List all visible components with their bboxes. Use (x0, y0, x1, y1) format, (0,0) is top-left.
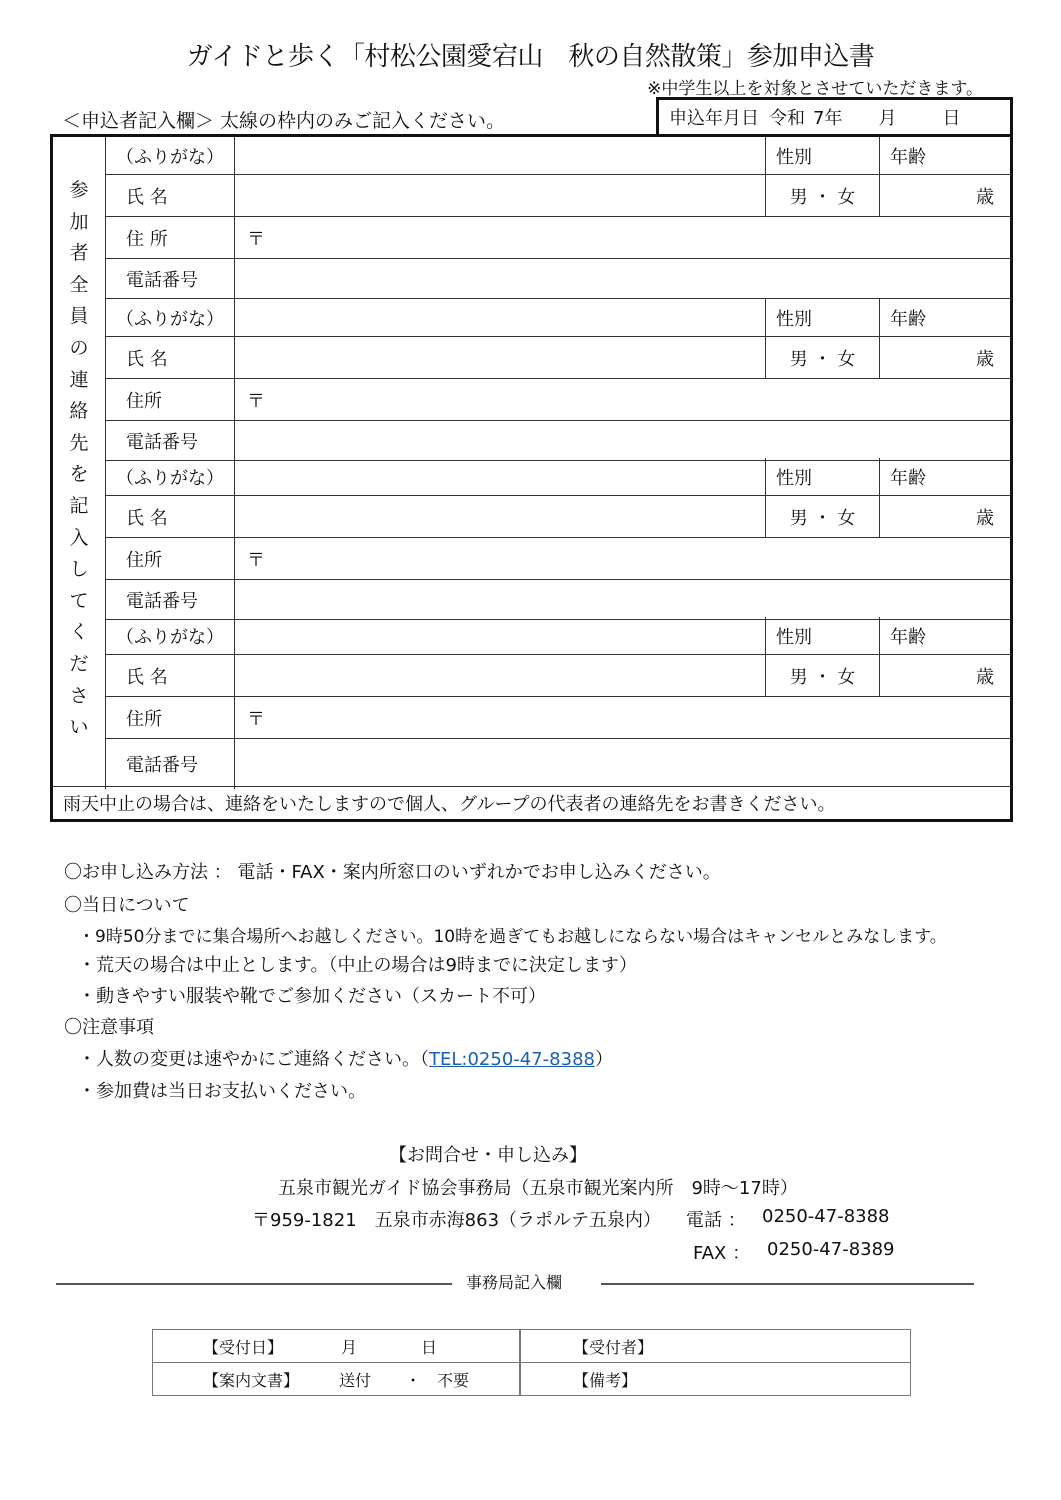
contact-phone-label: 電話 ： (686, 1210, 746, 1231)
address-input[interactable]: 〒 (247, 549, 265, 571)
side-instruction-char: の (69, 336, 89, 359)
office-row (153, 1363, 910, 1395)
office-use-table (152, 1329, 911, 1396)
rain-cancellation-note: 雨天中止の場合は、連絡をいたしますので個人、グループの代表者の連絡先をお書きください。 (53, 786, 1010, 819)
side-instruction-char: 員 (69, 305, 89, 328)
phone-row (105, 580, 1010, 620)
furigana-input[interactable] (235, 458, 766, 495)
name-row (105, 496, 1010, 538)
name-label: 氏 名 (105, 175, 235, 216)
furigana-input[interactable] (235, 137, 766, 174)
address-label: 住所 (105, 379, 235, 420)
address-label: 住 所 (105, 217, 235, 258)
gender-options[interactable]: 男 ・ 女 (766, 337, 880, 378)
side-instruction-char: 先 (69, 431, 89, 454)
gender-header: 性別 (766, 617, 880, 654)
phone-link[interactable]: TEL:0250-47-8388 (429, 1049, 595, 1070)
column-divider (519, 1330, 521, 1362)
contact-organization: 五泉市観光ガイド協会事務局（五泉市観光案内所 9時～17時） (278, 1178, 798, 1199)
furigana-row (105, 137, 1010, 175)
phone-label: 電話番号 (105, 580, 235, 619)
name-label: 氏 名 (105, 337, 235, 378)
guide-document-label: 【案内文書】 (203, 1370, 300, 1390)
phone-row (105, 739, 1010, 789)
name-row (105, 175, 1010, 217)
application-date-box (656, 97, 1013, 134)
notes-item: ・参加費は当日お支払いください。 (78, 1081, 366, 1102)
side-instruction-char: 絡 (69, 400, 89, 423)
side-instruction-char: 全 (69, 273, 89, 296)
guide-doc-separator: ・ (405, 1370, 422, 1390)
name-input[interactable] (235, 337, 766, 378)
phone-input[interactable] (235, 580, 1010, 619)
side-instruction-char: い (69, 716, 89, 739)
receiver-label: 【受付者】 (573, 1337, 654, 1357)
notes-heading: 〇注意事項 (64, 1017, 154, 1038)
office-row (153, 1330, 910, 1363)
name-label: 氏 名 (105, 655, 235, 696)
age-input[interactable]: 歳 (976, 186, 994, 208)
name-row (105, 655, 1010, 697)
age-header: 年齢 (890, 467, 926, 489)
received-month[interactable]: 月 (341, 1337, 358, 1357)
contact-fax-label: FAX ： (693, 1243, 751, 1264)
address-row (105, 697, 1010, 739)
age-input[interactable]: 歳 (976, 507, 994, 529)
phone-input[interactable] (235, 259, 1010, 298)
address-input[interactable]: 〒 (247, 228, 265, 250)
side-instruction-char: さ (69, 684, 89, 707)
page-title: ガイドと歩く「村松公園愛宕山 秋の自然散策」参加申込書 (186, 42, 875, 72)
side-instruction-char: て (69, 589, 89, 612)
address-label: 住所 (105, 697, 235, 738)
age-header: 年齢 (890, 308, 926, 330)
furigana-input[interactable] (235, 617, 766, 654)
guide-doc-unneeded-option[interactable]: 不要 (437, 1370, 470, 1390)
age-header: 年齢 (890, 146, 926, 168)
name-label: 氏 名 (105, 496, 235, 537)
name-input[interactable] (235, 496, 766, 537)
furigana-row (105, 299, 1010, 337)
age-header: 年齢 (890, 626, 926, 648)
guide-doc-send-option[interactable]: 送付 (339, 1370, 372, 1390)
address-row (105, 538, 1010, 580)
phone-row (105, 259, 1010, 299)
age-input[interactable]: 歳 (976, 666, 994, 688)
gender-header: 性別 (766, 299, 880, 336)
application-date-label: 申込年月日 (669, 108, 759, 129)
furigana-label: （ふりがな） (105, 299, 235, 336)
side-instruction-char: 入 (69, 526, 89, 549)
gender-options[interactable]: 男 ・ 女 (766, 175, 880, 216)
day-of-heading: 〇当日について (64, 895, 190, 916)
divider-line (601, 1283, 974, 1285)
phone-row (105, 421, 1010, 461)
remarks-label: 【備考】 (573, 1370, 638, 1390)
era-label: 令和 (769, 108, 805, 129)
furigana-label: （ふりがな） (105, 617, 235, 654)
name-input[interactable] (235, 175, 766, 216)
day-of-item: ・9時50分までに集合場所へお越しください。10時を過ぎてもお越しにならない場合はキャンセルとみなします。 (78, 927, 947, 947)
address-label: 住所 (105, 538, 235, 579)
furigana-row (105, 617, 1010, 655)
side-instruction-char: を (69, 463, 89, 486)
phone-label: 電話番号 (105, 739, 235, 789)
furigana-label: （ふりがな） (105, 458, 235, 495)
address-row (105, 217, 1010, 259)
notes-item-text: ・人数の変更は速やかにご連絡ください。（ (78, 1049, 429, 1070)
side-instruction-char: 連 (69, 368, 89, 391)
address-input[interactable]: 〒 (247, 390, 265, 412)
contact-heading: 【お問合せ・申し込み】 (389, 1145, 587, 1166)
furigana-row (105, 458, 1010, 496)
applicant-section-label: ＜申込者記入欄＞ 太線の枠内のみご記入ください。 (62, 110, 506, 132)
target-audience-note: ※中学生以上を対象とさせていただきます。 (647, 79, 983, 99)
phone-input[interactable] (235, 421, 1010, 460)
participants-table (50, 134, 1013, 822)
received-day[interactable]: 日 (421, 1337, 438, 1357)
day-of-item: ・動きやすい服装や靴でご参加ください（スカート不可） (78, 986, 546, 1007)
side-instruction-char: 記 (69, 494, 89, 517)
contact-address: 〒959-1821 五泉市赤海863（ラポルテ五泉内） (252, 1210, 662, 1231)
gender-options[interactable]: 男 ・ 女 (766, 496, 880, 537)
received-date-label: 【受付日】 (203, 1337, 284, 1357)
side-instruction-char: 者 (69, 242, 89, 265)
age-input[interactable]: 歳 (976, 348, 994, 370)
contact-phone: 0250-47-8388 (762, 1206, 890, 1227)
notes-item-text: ） (594, 1049, 613, 1070)
address-input[interactable]: 〒 (247, 708, 265, 730)
office-section-label: 事務局記入欄 (466, 1273, 563, 1292)
side-instruction-char: く (69, 621, 89, 644)
name-input[interactable] (235, 655, 766, 696)
side-instruction (53, 137, 105, 786)
side-instruction-char: 加 (69, 210, 89, 233)
day-field[interactable]: 日 (942, 108, 961, 129)
gender-header: 性別 (766, 458, 880, 495)
side-instruction-char: 参 (69, 179, 89, 201)
name-row (105, 337, 1010, 379)
furigana-label: （ふりがな） (105, 137, 235, 174)
side-instruction-char: だ (69, 652, 89, 675)
column-divider (519, 1363, 521, 1395)
gender-header: 性別 (766, 137, 880, 174)
gender-options[interactable]: 男 ・ 女 (766, 655, 880, 696)
phone-label: 電話番号 (105, 259, 235, 298)
day-of-item: ・荒天の場合は中止とします。（中止の場合は9時までに決定します） (78, 955, 638, 976)
phone-input[interactable] (235, 739, 1010, 789)
month-field[interactable]: 月 (878, 108, 897, 129)
application-method: 〇お申し込み方法 ： 電話・FAX・案内所窓口のいずれかでお申し込みください。 (64, 862, 721, 883)
notes-item (78, 1045, 613, 1071)
furigana-input[interactable] (235, 299, 766, 336)
side-instruction-char: し (69, 558, 89, 581)
year-field[interactable]: 7年 (813, 108, 843, 129)
divider-line (56, 1283, 452, 1285)
contact-fax: 0250-47-8389 (767, 1239, 895, 1260)
address-row (105, 379, 1010, 421)
phone-label: 電話番号 (105, 421, 235, 460)
